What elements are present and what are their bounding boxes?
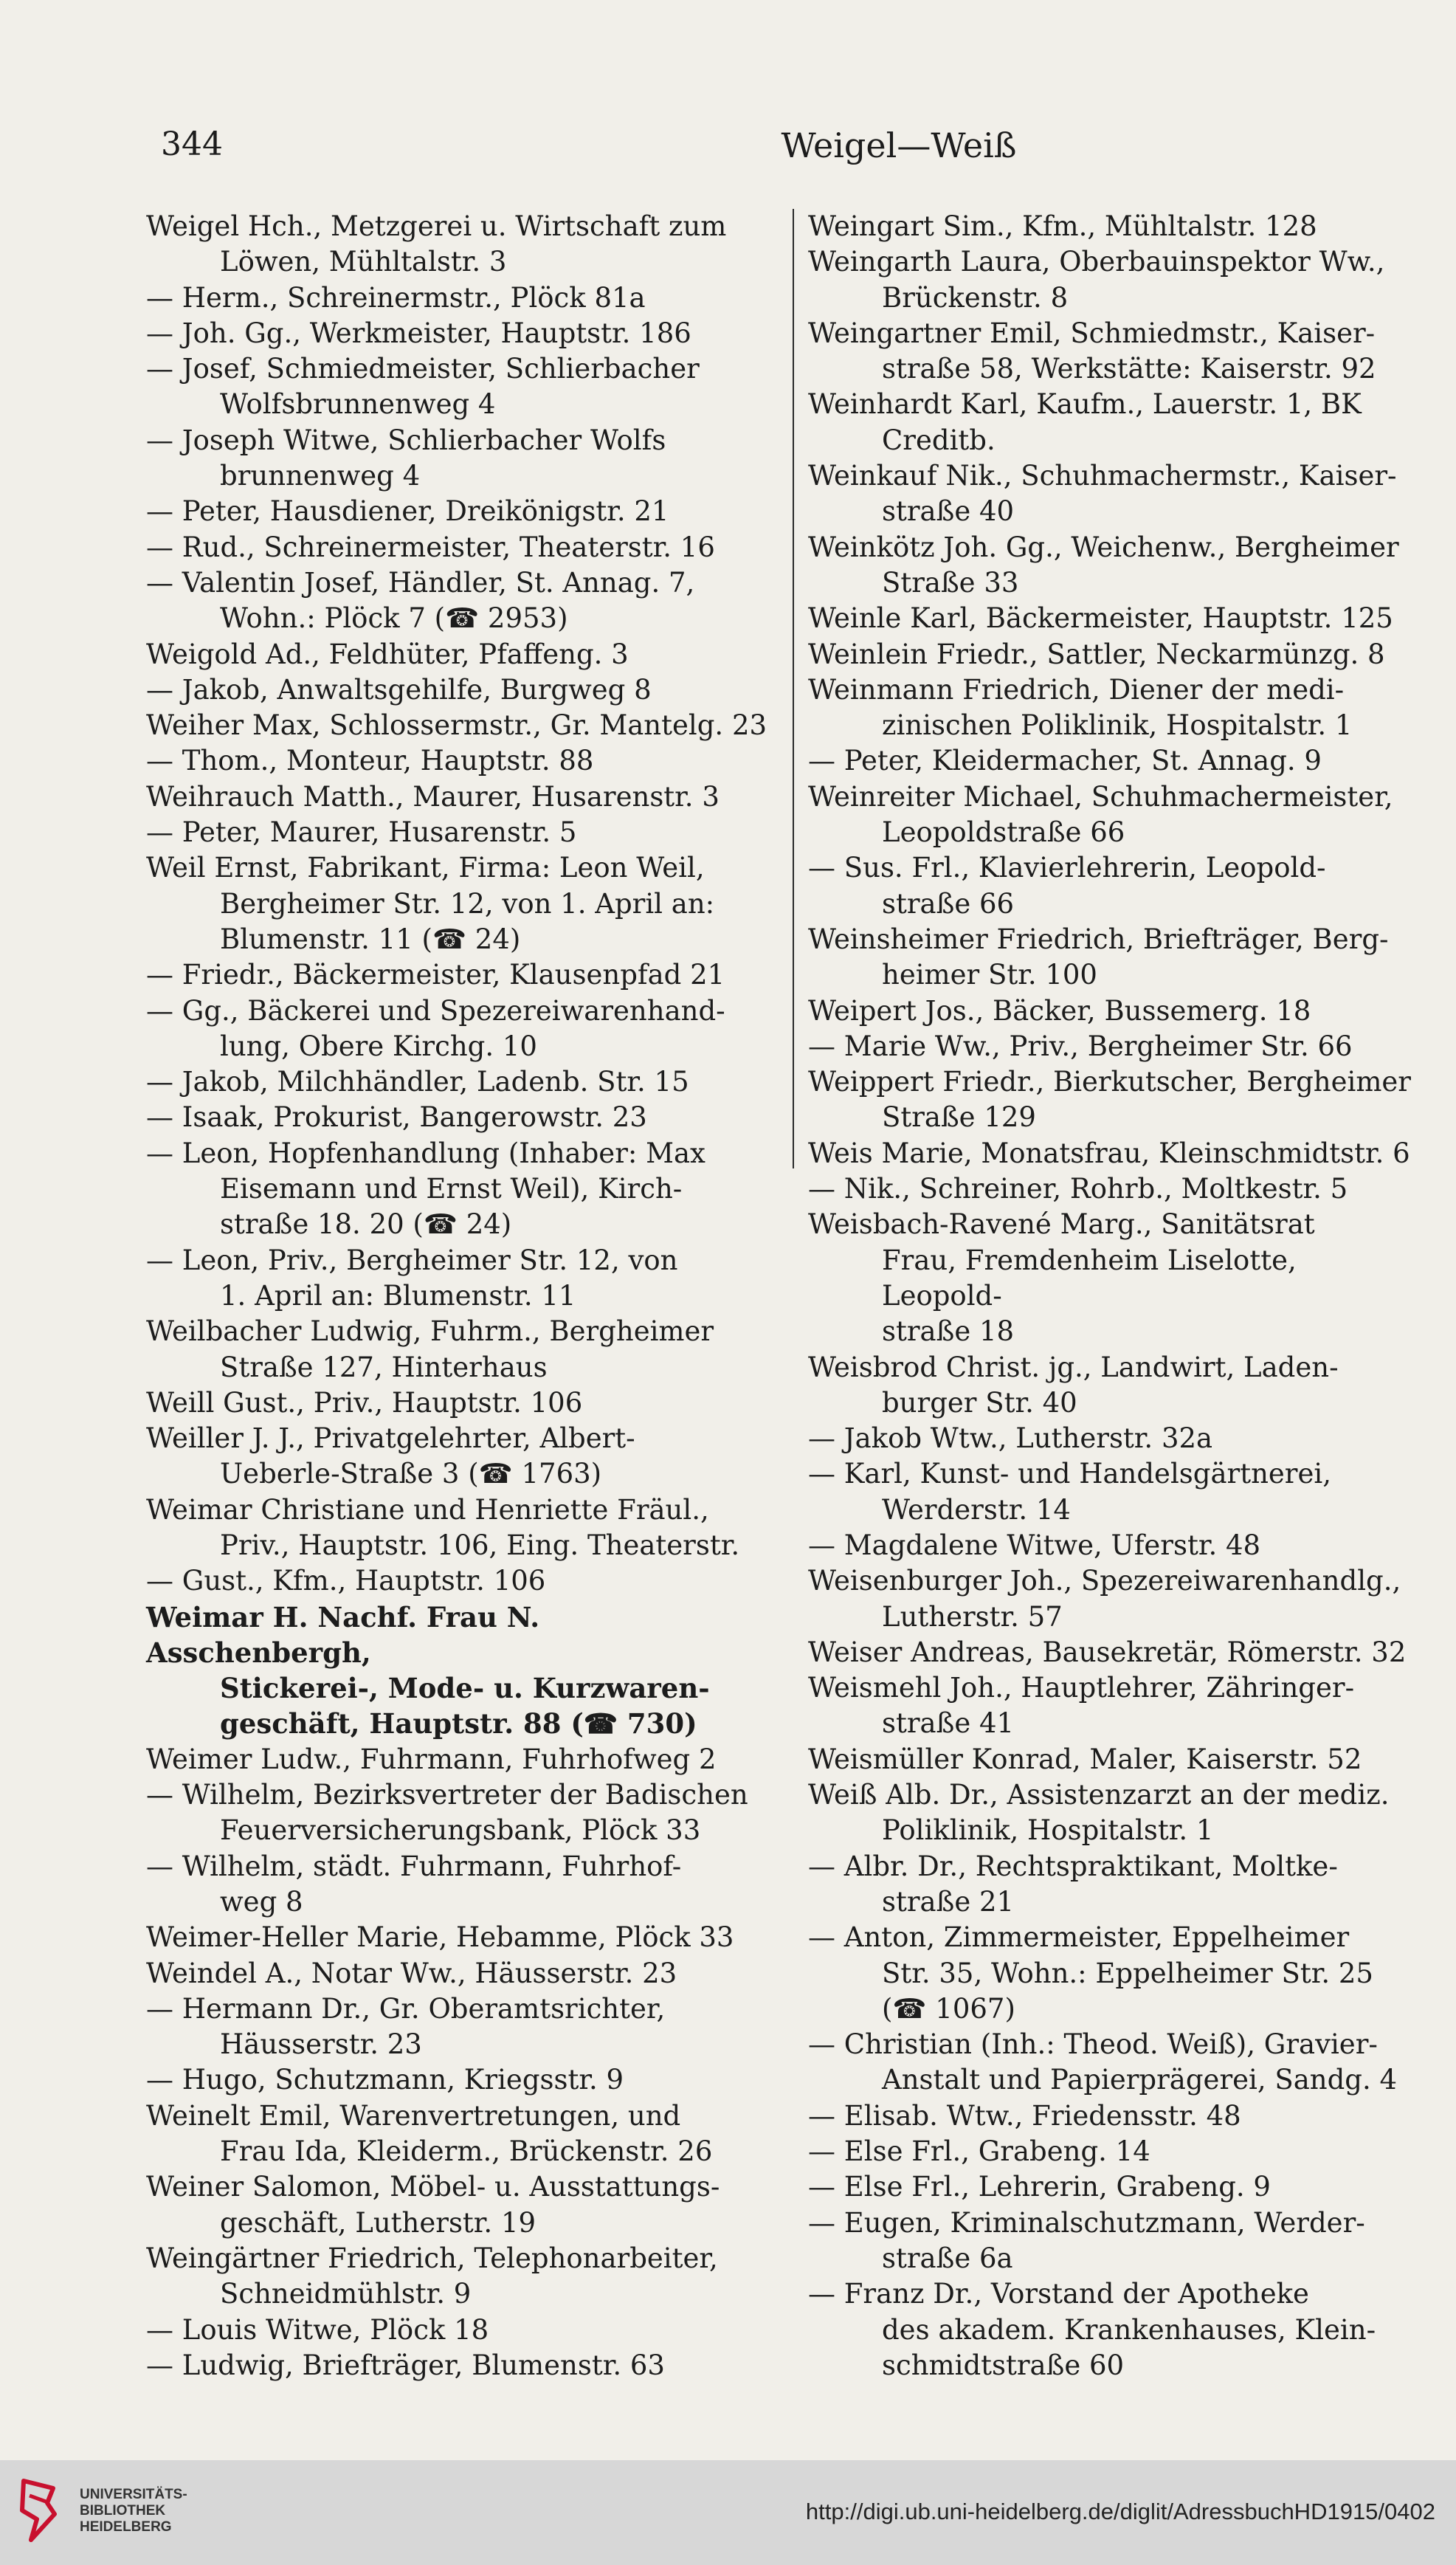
entry-line: Weimar Christiane und Henriette Fräul., <box>146 1493 709 1526</box>
directory-entry <box>808 316 1413 388</box>
entry-line: — Herm., Schreinermstr., Plöck 81a <box>146 281 646 314</box>
entry-line: schmidtstraße 60 <box>882 2349 1125 2381</box>
entry-line: Weinelt Emil, Warenvertretungen, und <box>146 2099 681 2132</box>
directory-entry <box>146 209 770 280</box>
entry-line: — Jakob, Milchhändler, Ladenb. Str. 15 <box>146 1066 689 1098</box>
entry-line: — Anton, Zimmermeister, Eppelheimer <box>808 1921 1350 1954</box>
entry-line: (☎ 1067) <box>882 1992 1015 2025</box>
directory-entry <box>146 1920 770 1955</box>
entry-line: Weindel A., Notar Ww., Häusserstr. 23 <box>146 1957 677 1989</box>
directory-entry <box>808 743 1413 779</box>
entry-line: Ueberle-Straße 3 (☎ 1763) <box>220 1458 602 1490</box>
entry-line: Leopoldstraße 66 <box>882 816 1125 849</box>
entry-line: Creditb. <box>882 424 996 456</box>
entry-line: Feuerversicherungsbank, Plöck 33 <box>220 1814 701 1847</box>
directory-entry <box>146 1742 770 1777</box>
entry-line: Weingarth Laura, Oberbauinspektor Ww., <box>808 246 1385 278</box>
logo-line: HEIDELBERG <box>80 2519 172 2535</box>
directory-entry <box>146 1991 770 2063</box>
page-header <box>161 125 1456 177</box>
entry-line: Weiner Salomon, Möbel- u. Ausstattungs- <box>146 2171 720 2203</box>
directory-entry <box>808 1635 1413 1670</box>
entry-line: — Wilhelm, städt. Fuhrmann, Fuhrhof- <box>146 1850 682 1882</box>
directory-entry <box>146 351 770 423</box>
directory-entry <box>808 1528 1413 1563</box>
directory-entry <box>146 423 770 495</box>
directory-entry <box>146 1421 770 1492</box>
entry-line: — Nik., Schreiner, Rohrb., Moltkestr. 5 <box>808 1173 1348 1205</box>
entry-line: — Hermann Dr., Gr. Oberamtsrichter, <box>146 1992 666 2025</box>
entry-line: — Albr. Dr., Rechtspraktikant, Moltke- <box>808 1850 1338 1882</box>
directory-entry <box>808 209 1413 244</box>
entry-line: — Gg., Bäckerei und Spezereiwarenhand- <box>146 994 725 1027</box>
directory-entry <box>146 1492 770 1564</box>
entry-line: Bergheimer Str. 12, von 1. April an: <box>220 887 715 920</box>
entry-line: straße 18 <box>882 1315 1015 1348</box>
directory-entry <box>146 2062 770 2098</box>
directory-entry <box>146 743 770 779</box>
entry-line: Weinlein Friedr., Sattler, Neckarmünzg. 8 <box>808 638 1385 670</box>
directory-entry <box>808 994 1413 1029</box>
entry-line: Weinle Karl, Bäckermeister, Hauptstr. 125 <box>808 602 1393 635</box>
entry-line: Straße 127, Hinterhaus <box>220 1351 548 1383</box>
entry-line: Anstalt und Papierprägerei, Sandg. 4 <box>882 2064 1398 2096</box>
entry-line: Löwen, Mühltalstr. 3 <box>220 246 507 278</box>
entry-line: Weinhardt Karl, Kaufm., Lauerstr. 1, BK <box>808 388 1362 421</box>
entry-line: — Jakob Wtw., Lutherstr. 32a <box>808 1422 1213 1455</box>
library-logo-text <box>80 2487 187 2535</box>
directory-entry <box>808 2134 1413 2169</box>
directory-entry <box>146 565 770 637</box>
university-seal-icon <box>16 2473 61 2547</box>
directory-entry <box>146 2099 770 2170</box>
directory-entry <box>808 1421 1413 1456</box>
directory-entry <box>146 1314 770 1385</box>
directory-entry <box>146 494 770 529</box>
entry-line: burger Str. 40 <box>882 1386 1077 1419</box>
entry-line: Weiher Max, Schlossermstr., Gr. Mantelg. 23 <box>146 709 767 742</box>
entry-line: Weiser Andreas, Bausekretär, Römerstr. 32 <box>808 1636 1407 1668</box>
entry-line: Weill Gust., Priv., Hauptstr. 106 <box>146 1386 583 1419</box>
directory-entry <box>146 850 770 957</box>
entry-line: — Jakob, Anwaltsgehilfe, Burgweg 8 <box>146 673 652 706</box>
entry-line: Weismüller Konrad, Maler, Kaiserstr. 52 <box>808 1743 1362 1775</box>
directory-entry <box>146 316 770 351</box>
entry-line: — Karl, Kunst- und Handelsgärtnerei, <box>808 1458 1331 1490</box>
running-title: Weigel—Weiß <box>781 125 1017 165</box>
entry-line: Werderstr. 14 <box>882 1493 1071 1526</box>
directory-entry <box>808 2099 1413 2134</box>
entry-line: Straße 33 <box>882 566 1019 599</box>
directory-entry <box>146 2348 770 2383</box>
entry-line: Weilbacher Ludwig, Fuhrm., Bergheimer <box>146 1315 714 1348</box>
directory-entry <box>146 1777 770 1849</box>
entry-line: Eisemann und Ernst Weil), Kirch- <box>220 1173 683 1205</box>
entry-line: — Elisab. Wtw., Friedensstr. 48 <box>808 2099 1241 2132</box>
entry-line: straße 6a <box>882 2242 1013 2274</box>
entry-line: Straße 129 <box>882 1101 1036 1134</box>
entry-line: Frau Ida, Kleiderm., Brückenstr. 26 <box>220 2135 713 2168</box>
entry-line: Weisbrod Christ. jg., Landwirt, Laden- <box>808 1351 1339 1383</box>
entry-line: lung, Obere Kirchg. 10 <box>220 1030 537 1062</box>
entry-line: — Friedr., Bäckermeister, Klausenpfad 21 <box>146 959 725 991</box>
entry-line: — Eugen, Kriminalschutzmann, Werder- <box>808 2206 1365 2239</box>
directory-entry <box>146 1243 770 1315</box>
entry-line: Weinreiter Michael, Schuhmachermeister, <box>808 780 1393 813</box>
entry-line: straße 66 <box>882 887 1015 920</box>
entry-line: Weis Marie, Monatsfrau, Kleinschmidtstr. 6 <box>808 1137 1410 1169</box>
entry-line: 1. April an: Blumenstr. 11 <box>220 1279 576 1312</box>
entry-line: Weisbach-Ravené Marg., Sanitätsrat <box>808 1208 1315 1241</box>
entry-line: — Valentin Josef, Händler, St. Annag. 7, <box>146 566 695 599</box>
directory-entry <box>808 458 1413 530</box>
column-divider <box>793 209 794 1168</box>
directory-entry <box>808 1207 1413 1349</box>
directory-entry <box>808 1136 1413 1171</box>
directory-entry <box>146 2241 770 2313</box>
entry-line: — Peter, Maurer, Husarenstr. 5 <box>146 816 577 849</box>
entry-line: — Else Frl., Lehrerin, Grabeng. 9 <box>808 2171 1271 2203</box>
entry-line: Brückenstr. 8 <box>882 281 1069 314</box>
entry-line: — Magdalene Witwe, Uferstr. 48 <box>808 1529 1261 1561</box>
entry-line: des akadem. Krankenhauses, Klein- <box>882 2313 1376 2346</box>
directory-entry <box>146 672 770 708</box>
entry-line: Lutherstr. 57 <box>882 1600 1063 1633</box>
entry-line: — Thom., Monteur, Hauptstr. 88 <box>146 745 594 777</box>
entry-line: Weinmann Friedrich, Diener der medi- <box>808 673 1345 706</box>
entry-line: — Louis Witwe, Plöck 18 <box>146 2313 489 2346</box>
entry-line: Weingartner Emil, Schmiedmstr., Kaiser- <box>808 317 1376 349</box>
directory-entry <box>146 1385 770 1421</box>
entry-line: Weiß Alb. Dr., Assistenzarzt an der mediz. <box>808 1779 1390 1811</box>
entry-line: — Rud., Schreinermeister, Theaterstr. 16 <box>146 531 715 563</box>
entry-line: — Peter, Hausdiener, Dreikönigstr. 21 <box>146 495 669 528</box>
entry-line: Str. 35, Wohn.: Eppelheimer Str. 25 <box>882 1957 1373 1989</box>
entry-line: Blumenstr. 11 (☎ 24) <box>220 923 521 955</box>
page-number: 344 <box>161 125 223 163</box>
entry-line: — Isaak, Prokurist, Bangerowstr. 23 <box>146 1101 647 1134</box>
directory-entry <box>146 280 770 316</box>
entry-line: Weiller J. J., Privatgelehrter, Albert- <box>146 1422 635 1455</box>
entry-line: straße 21 <box>882 1885 1015 1918</box>
directory-entry <box>146 1849 770 1921</box>
entry-line: Frau, Fremdenheim Liselotte, Leopold- <box>882 1244 1297 1312</box>
entry-line: Wohn.: Plöck 7 (☎ 2953) <box>220 602 568 635</box>
directory-entry <box>808 244 1413 316</box>
directory-entry <box>808 1029 1413 1064</box>
directory-entry <box>808 1350 1413 1422</box>
directory-entry <box>146 994 770 1065</box>
directory-entry <box>808 387 1413 458</box>
directory-entry <box>808 1920 1413 2027</box>
left-column <box>146 209 770 2383</box>
entry-line: — Josef, Schmiedmeister, Schlierbacher <box>146 353 700 385</box>
directory-entry <box>146 637 770 672</box>
entry-line: — Joh. Gg., Werkmeister, Hauptstr. 186 <box>146 317 691 349</box>
entry-line: Weingart Sim., Kfm., Mühltalstr. 128 <box>808 210 1317 242</box>
directory-entry <box>146 708 770 743</box>
directory-entry <box>808 1742 1413 1777</box>
entry-line: Weigold Ad., Feldhüter, Pfaffeng. 3 <box>146 638 629 670</box>
entry-line: Priv., Hauptstr. 106, Eing. Theaterstr. <box>220 1529 740 1561</box>
entry-line: — Gust., Kfm., Hauptstr. 106 <box>146 1565 546 1597</box>
entry-line: zinischen Poliklinik, Hospitalstr. 1 <box>882 709 1353 742</box>
entry-line: — Joseph Witwe, Schlierbacher Wolfs <box>146 424 666 456</box>
entry-line: — Else Frl., Grabeng. 14 <box>808 2135 1150 2168</box>
directory-entry <box>808 850 1413 922</box>
entry-line: Weipert Jos., Bäcker, Bussemerg. 18 <box>808 994 1311 1027</box>
directory-entry <box>146 1136 770 1243</box>
directory-entry <box>808 1171 1413 1207</box>
entry-line: — Marie Ww., Priv., Bergheimer Str. 66 <box>808 1030 1353 1062</box>
directory-entry <box>146 2169 770 2241</box>
entry-line: straße 41 <box>882 1707 1015 1740</box>
entry-line: straße 40 <box>882 495 1015 528</box>
directory-entry <box>146 1600 770 1742</box>
directory-entry <box>808 1849 1413 1921</box>
directory-entry <box>146 530 770 565</box>
directory-entry <box>808 922 1413 994</box>
entry-line: — Christian (Inh.: Theod. Weiß), Gravier- <box>808 2028 1378 2061</box>
directory-entry <box>146 2313 770 2348</box>
directory-entry <box>146 957 770 993</box>
directory-entry <box>808 672 1413 744</box>
entry-line: — Hugo, Schutzmann, Kriegsstr. 9 <box>146 2064 624 2096</box>
entry-line: — Ludwig, Briefträger, Blumenstr. 63 <box>146 2349 665 2381</box>
entry-line: Weimer-Heller Marie, Hebamme, Plöck 33 <box>146 1921 734 1954</box>
entry-line: — Leon, Hopfenhandlung (Inhaber: Max <box>146 1137 705 1169</box>
entry-line: Weinkötz Joh. Gg., Weichenw., Bergheimer <box>808 531 1399 563</box>
entry-line: — Wilhelm, Bezirksvertreter der Badischen <box>146 1779 748 1811</box>
entry-line: straße 58, Werkstätte: Kaiserstr. 92 <box>882 353 1376 385</box>
entry-line: Häusserstr. 23 <box>220 2028 422 2061</box>
entry-line: Weihrauch Matth., Maurer, Husarenstr. 3 <box>146 780 720 813</box>
entry-line: Weimer Ludw., Fuhrmann, Fuhrhofweg 2 <box>146 1743 717 1775</box>
entry-line: Weinsheimer Friedrich, Briefträger, Berg- <box>808 923 1389 955</box>
entry-line: Weingärtner Friedrich, Telephonarbeiter, <box>146 2242 718 2274</box>
entry-line: — Sus. Frl., Klavierlehrerin, Leopold- <box>808 852 1326 884</box>
entry-line: Weigel Hch., Metzgerei u. Wirtschaft zum <box>146 210 727 242</box>
directory-entry <box>808 1563 1413 1635</box>
directory-entry <box>808 2027 1413 2099</box>
directory-entry <box>808 779 1413 851</box>
entry-line: geschäft, Hauptstr. 88 (☎ 730) <box>220 1707 697 1741</box>
entry-line: Weimar H. Nachf. Frau N. Asschenbergh, <box>146 1600 540 1669</box>
entry-line: Stickerei-, Mode- u. Kurzwaren- <box>220 1672 710 1705</box>
entry-line: straße 18. 20 (☎ 24) <box>220 1208 512 1241</box>
entry-line: Weismehl Joh., Hauptlehrer, Zähringer- <box>808 1672 1355 1704</box>
entry-line: Weinkauf Nik., Schuhmachermstr., Kaiser- <box>808 460 1397 492</box>
directory-entry <box>808 2206 1413 2277</box>
entry-line: geschäft, Lutherstr. 19 <box>220 2206 536 2239</box>
logo-line: BIBLIOTHEK <box>80 2503 166 2518</box>
directory-entry <box>808 1456 1413 1528</box>
footer-bar <box>0 2460 1456 2565</box>
entry-line: — Franz Dr., Vorstand der Apotheke <box>808 2278 1309 2310</box>
directory-entry <box>808 601 1413 636</box>
directory-entry <box>808 530 1413 602</box>
entry-line: Wolfsbrunnenweg 4 <box>220 388 496 421</box>
directory-entry <box>808 2276 1413 2383</box>
entry-line: Weil Ernst, Fabrikant, Firma: Leon Weil, <box>146 852 705 884</box>
entry-line: Poliklinik, Hospitalstr. 1 <box>882 1814 1214 1847</box>
directory-entry <box>146 779 770 815</box>
directory-entry <box>146 815 770 850</box>
entry-line: Weisenburger Joh., Spezereiwarenhandlg., <box>808 1565 1401 1597</box>
directory-entry <box>146 1100 770 1135</box>
entry-line: — Leon, Priv., Bergheimer Str. 12, von <box>146 1244 678 1276</box>
entry-line: heimer Str. 100 <box>882 959 1097 991</box>
entry-line: brunnenweg 4 <box>220 460 421 492</box>
logo-line: UNIVERSITÄTS- <box>80 2487 187 2502</box>
directory-entry <box>808 2169 1413 2205</box>
directory-entry <box>808 1064 1413 1136</box>
directory-entry <box>808 637 1413 672</box>
directory-entry <box>146 1064 770 1100</box>
entry-line: Schneidmühlstr. 9 <box>220 2278 472 2310</box>
entry-line: Weippert Friedr., Bierkutscher, Bergheimer <box>808 1066 1411 1098</box>
directory-entry <box>146 1563 770 1599</box>
directory-entry <box>146 1956 770 1991</box>
directory-entry <box>808 1670 1413 1742</box>
source-url-link[interactable]: http://digi.ub.uni-heidelberg.de/diglit/AdressbuchHD1915/0402 <box>805 2499 1435 2524</box>
entry-line: weg 8 <box>220 1885 303 1918</box>
entry-line: — Peter, Kleidermacher, St. Annag. 9 <box>808 745 1322 777</box>
right-column <box>808 209 1413 2383</box>
directory-entry <box>808 1777 1413 1849</box>
